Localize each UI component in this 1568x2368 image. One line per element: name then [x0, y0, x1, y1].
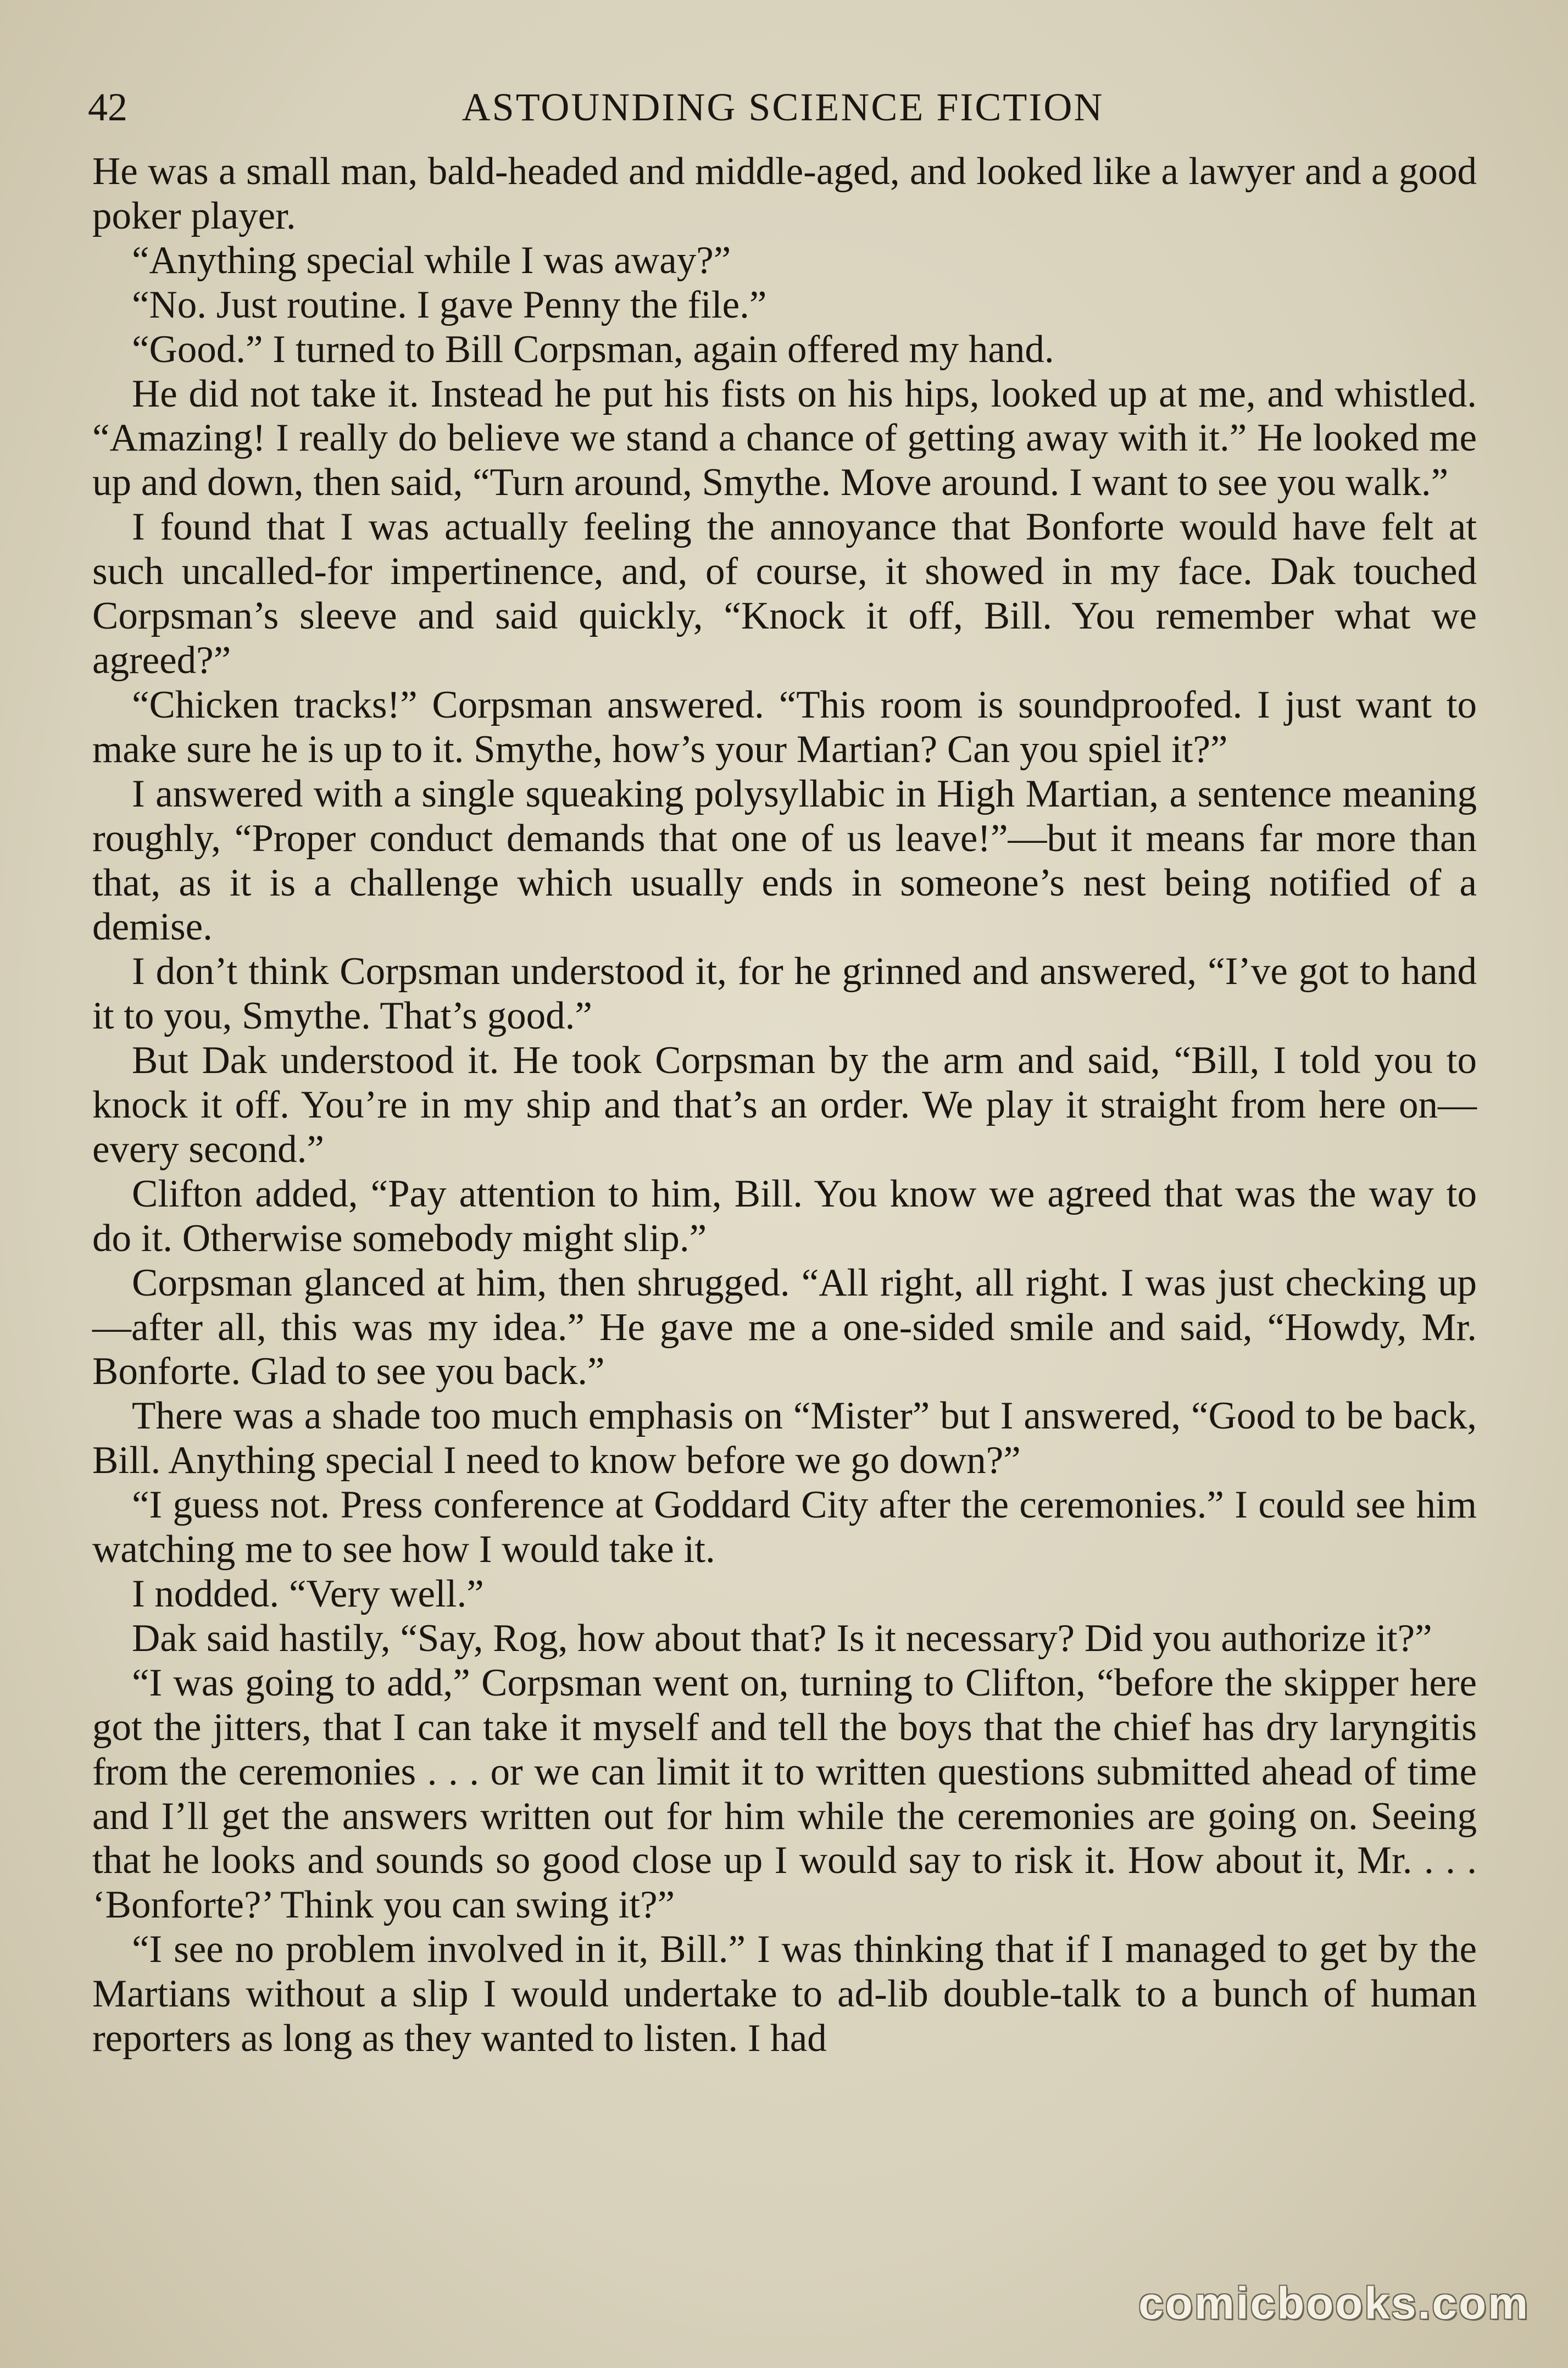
paragraph-18: “I see no problem involved in it, Bill.” I was thinking that if I managed to get by the Martians without a slip I would undertake to ad-lib double-talk to a bunch of human reporters as long as they wanted to listen. I had — [92, 1928, 1477, 2060]
paragraph-3: “No. Just routine. I gave Penny the file.” — [132, 283, 767, 326]
body-text — [92, 149, 1477, 2061]
paragraph-9: I don’t think Corpsman understood it, for he grinned and answered, “I’ve got to hand it to you, Smythe. That’s good.” — [92, 950, 1477, 1038]
paragraph-1: He was a small man, bald-headed and middle-aged, and looked like a lawyer and a good poker player. — [92, 150, 1477, 237]
paragraph-6: I found that I was actually feeling the annoyance that Bonforte would have felt at such uncalled-for impertinence, and, of course, it showed in my face. Dak touched Corpsman’s sleeve and said quickly, “Knock it off, Bill. You remember what we agreed?” — [92, 505, 1477, 682]
site-watermark: comicbooks.com — [1138, 2278, 1530, 2328]
page-header — [88, 77, 1478, 137]
paragraph-12: Corpsman glanced at him, then shrugged. “All right, all right. I was just checking up—after all, this was my idea.” He gave me a one-sided smile and said, “Howdy, Mr. Bonforte. Glad to see you back.” — [92, 1261, 1477, 1393]
paragraph-4: “Good.” I turned to Bill Corpsman, again offered my hand. — [132, 327, 1054, 371]
paragraph-2: “Anything special while I was away?” — [132, 238, 731, 282]
paragraph-16: Dak said hastily, “Say, Rog, how about that? Is it necessary? Did you authorize it?” — [132, 1616, 1432, 1660]
paragraph-13: There was a shade too much emphasis on “Mister” but I answered, “Good to be back, Bill. Anything special I need to know before we go down?” — [92, 1394, 1477, 1482]
page-number: 42 — [88, 85, 127, 129]
paragraph-5: He did not take it. Instead he put his fists on his hips, looked up at me, and whistled. “Amazing! I really do believe we stand a chance of getting away with it.” He looked me up and down, then said, “Turn around, Smythe. Move around. I want to see you walk.” — [92, 372, 1477, 504]
paragraph-11: Clifton added, “Pay attention to him, Bill. You know we agreed that was the way to do it. Otherwise somebody might slip.” — [92, 1172, 1477, 1260]
paragraph-10: But Dak understood it. He took Corpsman by the arm and said, “Bill, I told you to knock it off. You’re in my ship and that’s an order. We play it straight from here on—every second.” — [92, 1039, 1477, 1171]
paragraph-17: “I was going to add,” Corpsman went on, turning to Clifton, “before the skipper here got the jitters, that I can take it myself and tell the boys that the chief has dry laryngitis from the ceremonies . . . or we can limit it to written questions submitted ahead of time and I’ll get the answers written out for him while the ceremonies are going on. Seeing that he looks and sounds so good close up I would say to risk it. How about it, Mr. . . . ‘Bonforte?’ Think you can swing it?” — [92, 1661, 1477, 1927]
paragraph-7: “Chicken tracks!” Corpsman answered. “This room is soundproofed. I just want to make sure he is up to it. Smythe, how’s your Martian? Can you spiel it?” — [92, 683, 1477, 771]
running-head: ASTOUNDING SCIENCE FICTION — [461, 85, 1104, 129]
paragraph-8: I answered with a single squeaking polysyllabic in High Martian, a sentence meaning roughly, “Proper conduct demands that one of us leave!”—but it means far more than that, as it is a challenge which usually ends in someone’s nest being notified of a demise. — [92, 772, 1477, 949]
paragraph-14: “I guess not. Press conference at Goddard City after the ceremonies.” I could see him watching me to see how I would take it. — [92, 1483, 1477, 1571]
paragraph-15: I nodded. “Very well.” — [132, 1572, 484, 1615]
